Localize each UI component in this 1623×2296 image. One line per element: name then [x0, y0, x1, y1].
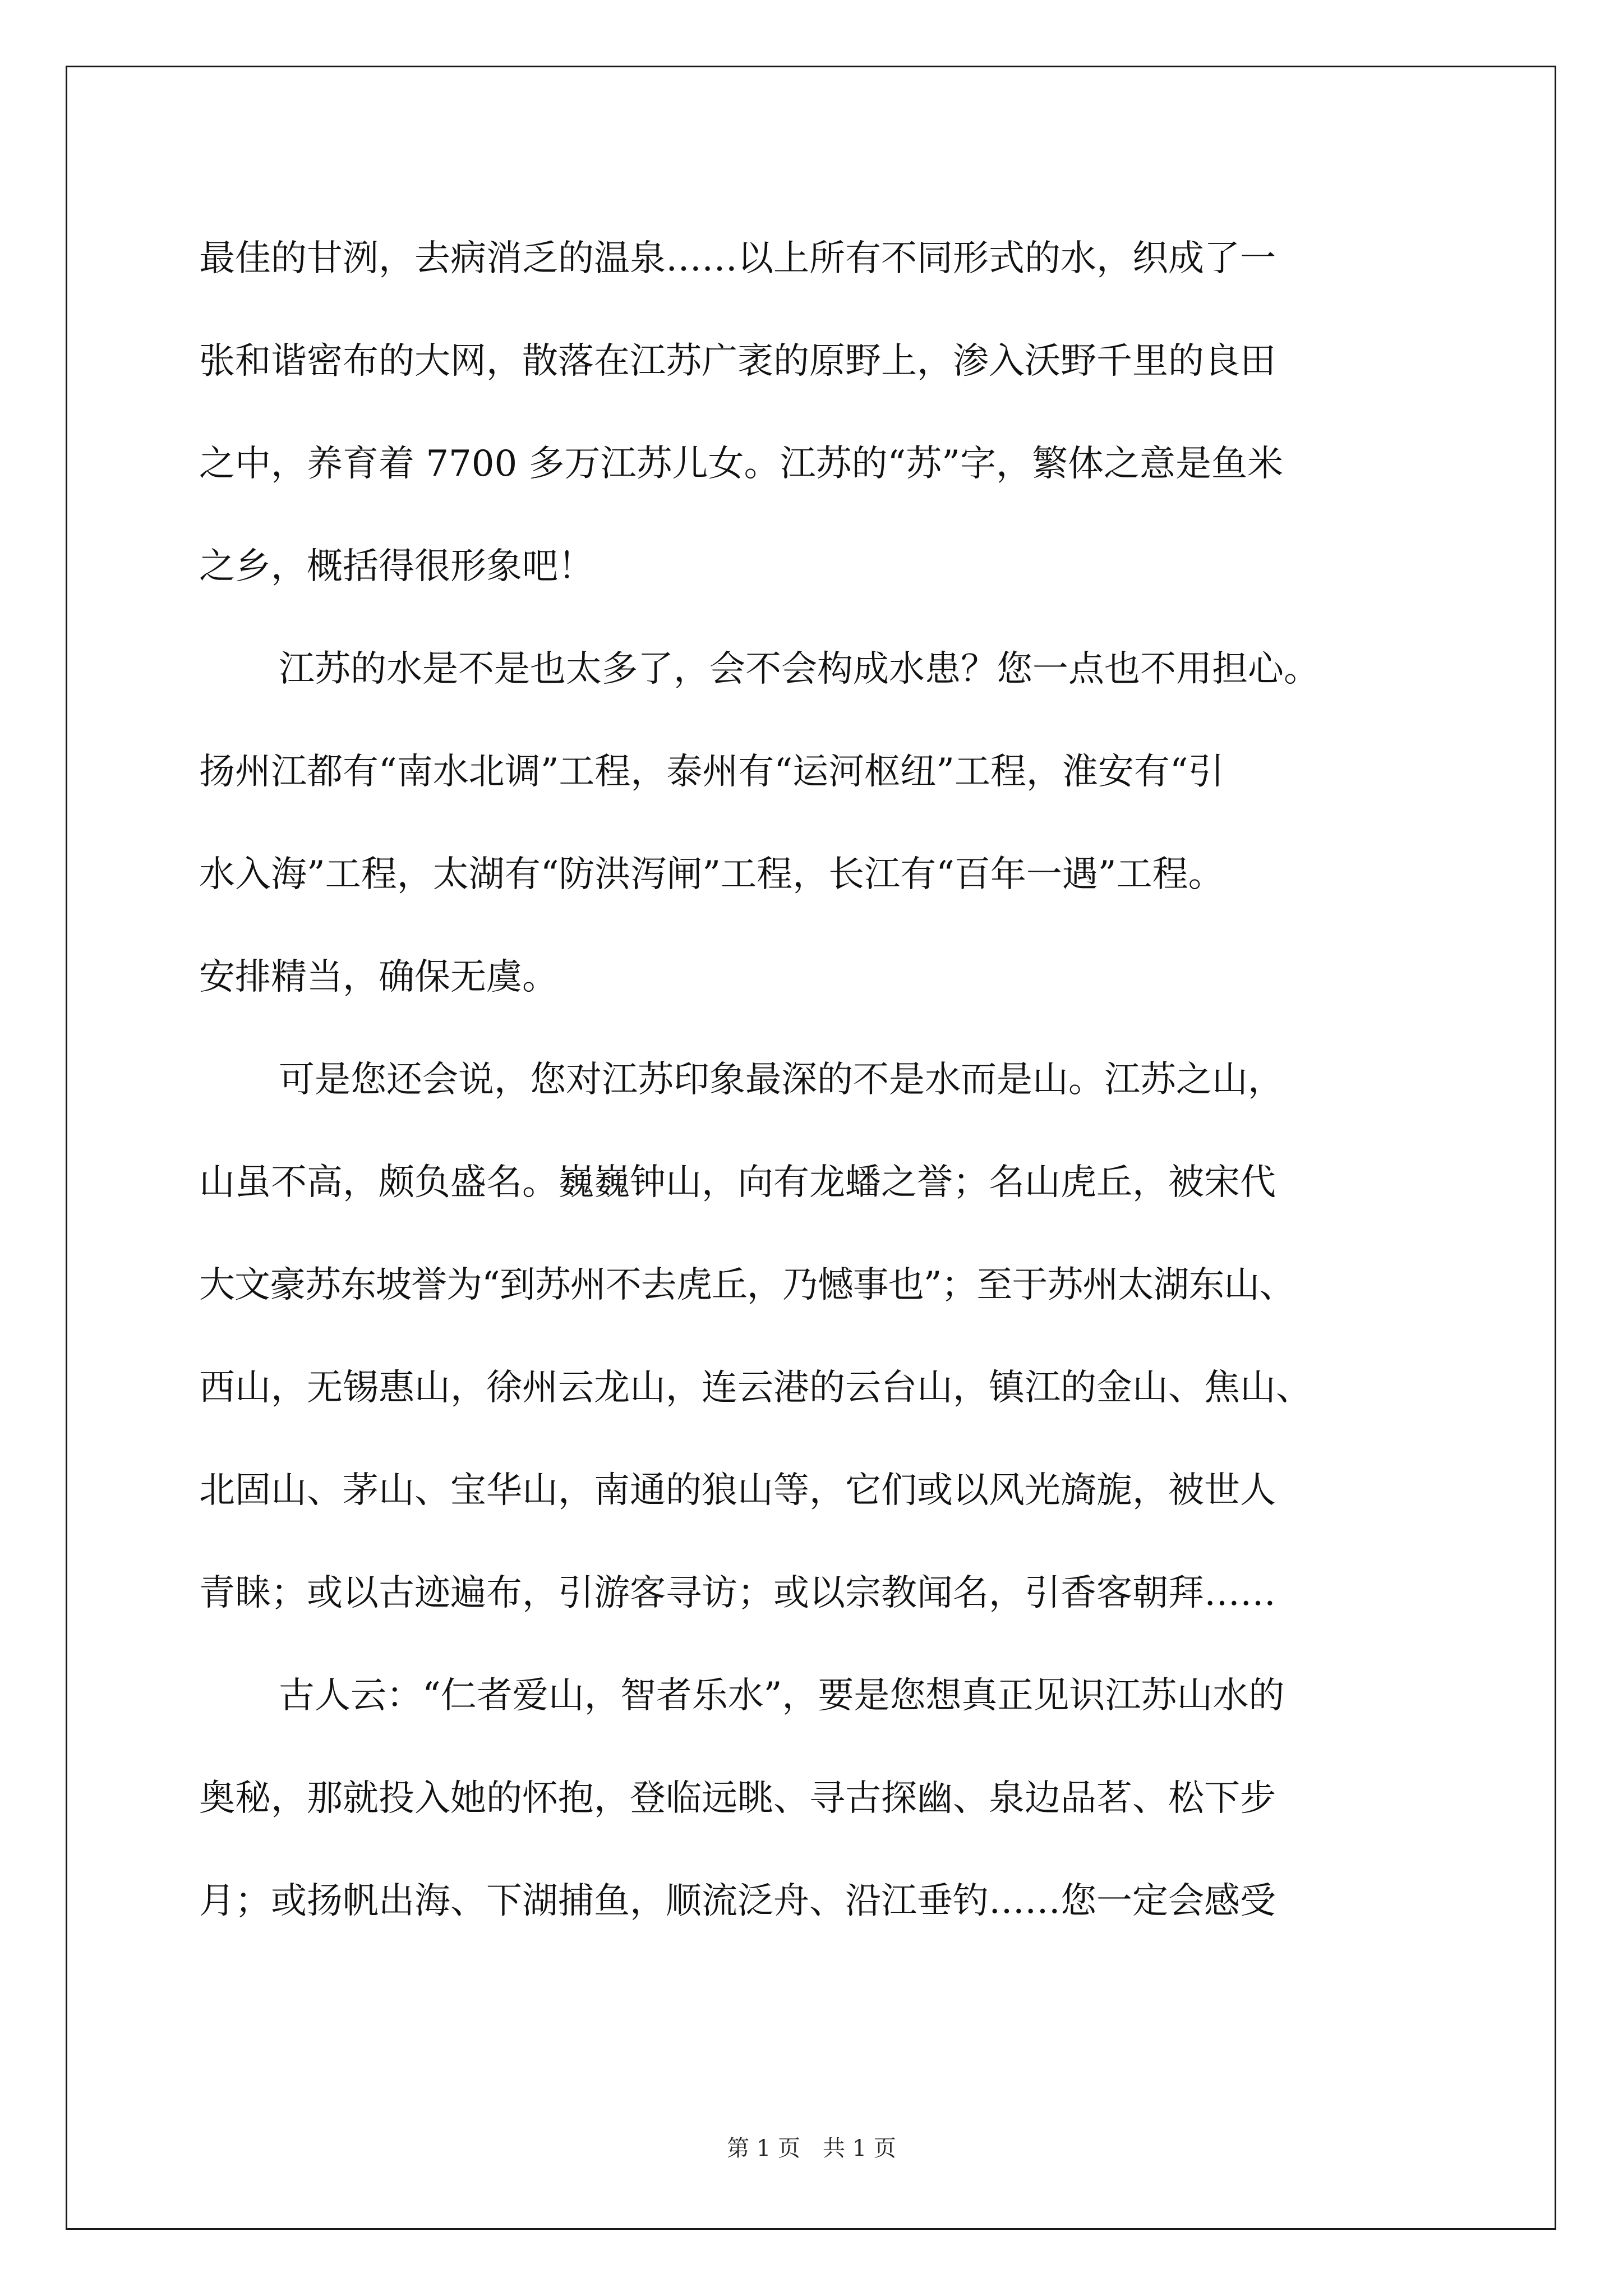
- text-line: 水入海”工程，太湖有“防洪泻闸”工程，长江有“百年一遇”工程。: [199, 854, 1224, 895]
- document-body: [199, 208, 1467, 1953]
- text-line: 张和谐密布的大网，散落在江苏广袤的原野上，渗入沃野千里的良田: [199, 341, 1276, 382]
- text-line: 安排精当，确保无虞。: [199, 956, 558, 998]
- text-line: 北固山、茅山、宝华山，南通的狼山等，它们或以风光旖旎，被世人: [199, 1470, 1276, 1511]
- text-line: 奥秘，那就投入她的怀抱，登临远眺、寻古探幽、泉边品茗、松下步: [199, 1778, 1276, 1819]
- text-line: 之乡，概括得很形象吧！: [199, 546, 594, 587]
- text-line: 最佳的甘洌，去病消乏的温泉……以上所有不同形式的水，织成了一: [199, 238, 1276, 279]
- text-line: 扬州江都有“南水北调”工程，泰州有“运河枢纽”工程，淮安有“引: [199, 751, 1224, 793]
- text-line: 青睐；或以古迹遍布，引游客寻访；或以宗教闻名，引香客朝拜……: [199, 1572, 1276, 1614]
- text-line: 之中，养育着 7700 多万江苏儿女。江苏的“苏”字，繁体之意是鱼米: [199, 443, 1283, 485]
- text-line: 江苏的水是不是也太多了，会不会构成水患？您一点也不用担心。: [279, 648, 1320, 690]
- text-line: 可是您还会说，您对江苏印象最深的不是水而是山。江苏之山，: [279, 1059, 1284, 1101]
- text-line: 大文豪苏东坡誉为“到苏州不去虎丘，乃憾事也”；至于苏州太湖东山、: [199, 1264, 1295, 1306]
- page-number: 第 1 页 共 1 页: [727, 2136, 896, 2161]
- text-line: 古人云：“仁者爱山，智者乐水”，要是您想真正见识江苏山水的: [279, 1675, 1285, 1717]
- text-line: 西山，无锡惠山，徐州云龙山，连云港的云台山，镇江的金山、焦山、: [199, 1367, 1312, 1409]
- text-line: 月；或扬帆出海、下湖捕鱼，顺流泛舟、沿江垂钓……您一定会感受: [199, 1880, 1276, 1922]
- text-line: 山虽不高，颇负盛名。巍巍钟山，向有龙蟠之誉；名山虎丘，被宋代: [199, 1162, 1276, 1203]
